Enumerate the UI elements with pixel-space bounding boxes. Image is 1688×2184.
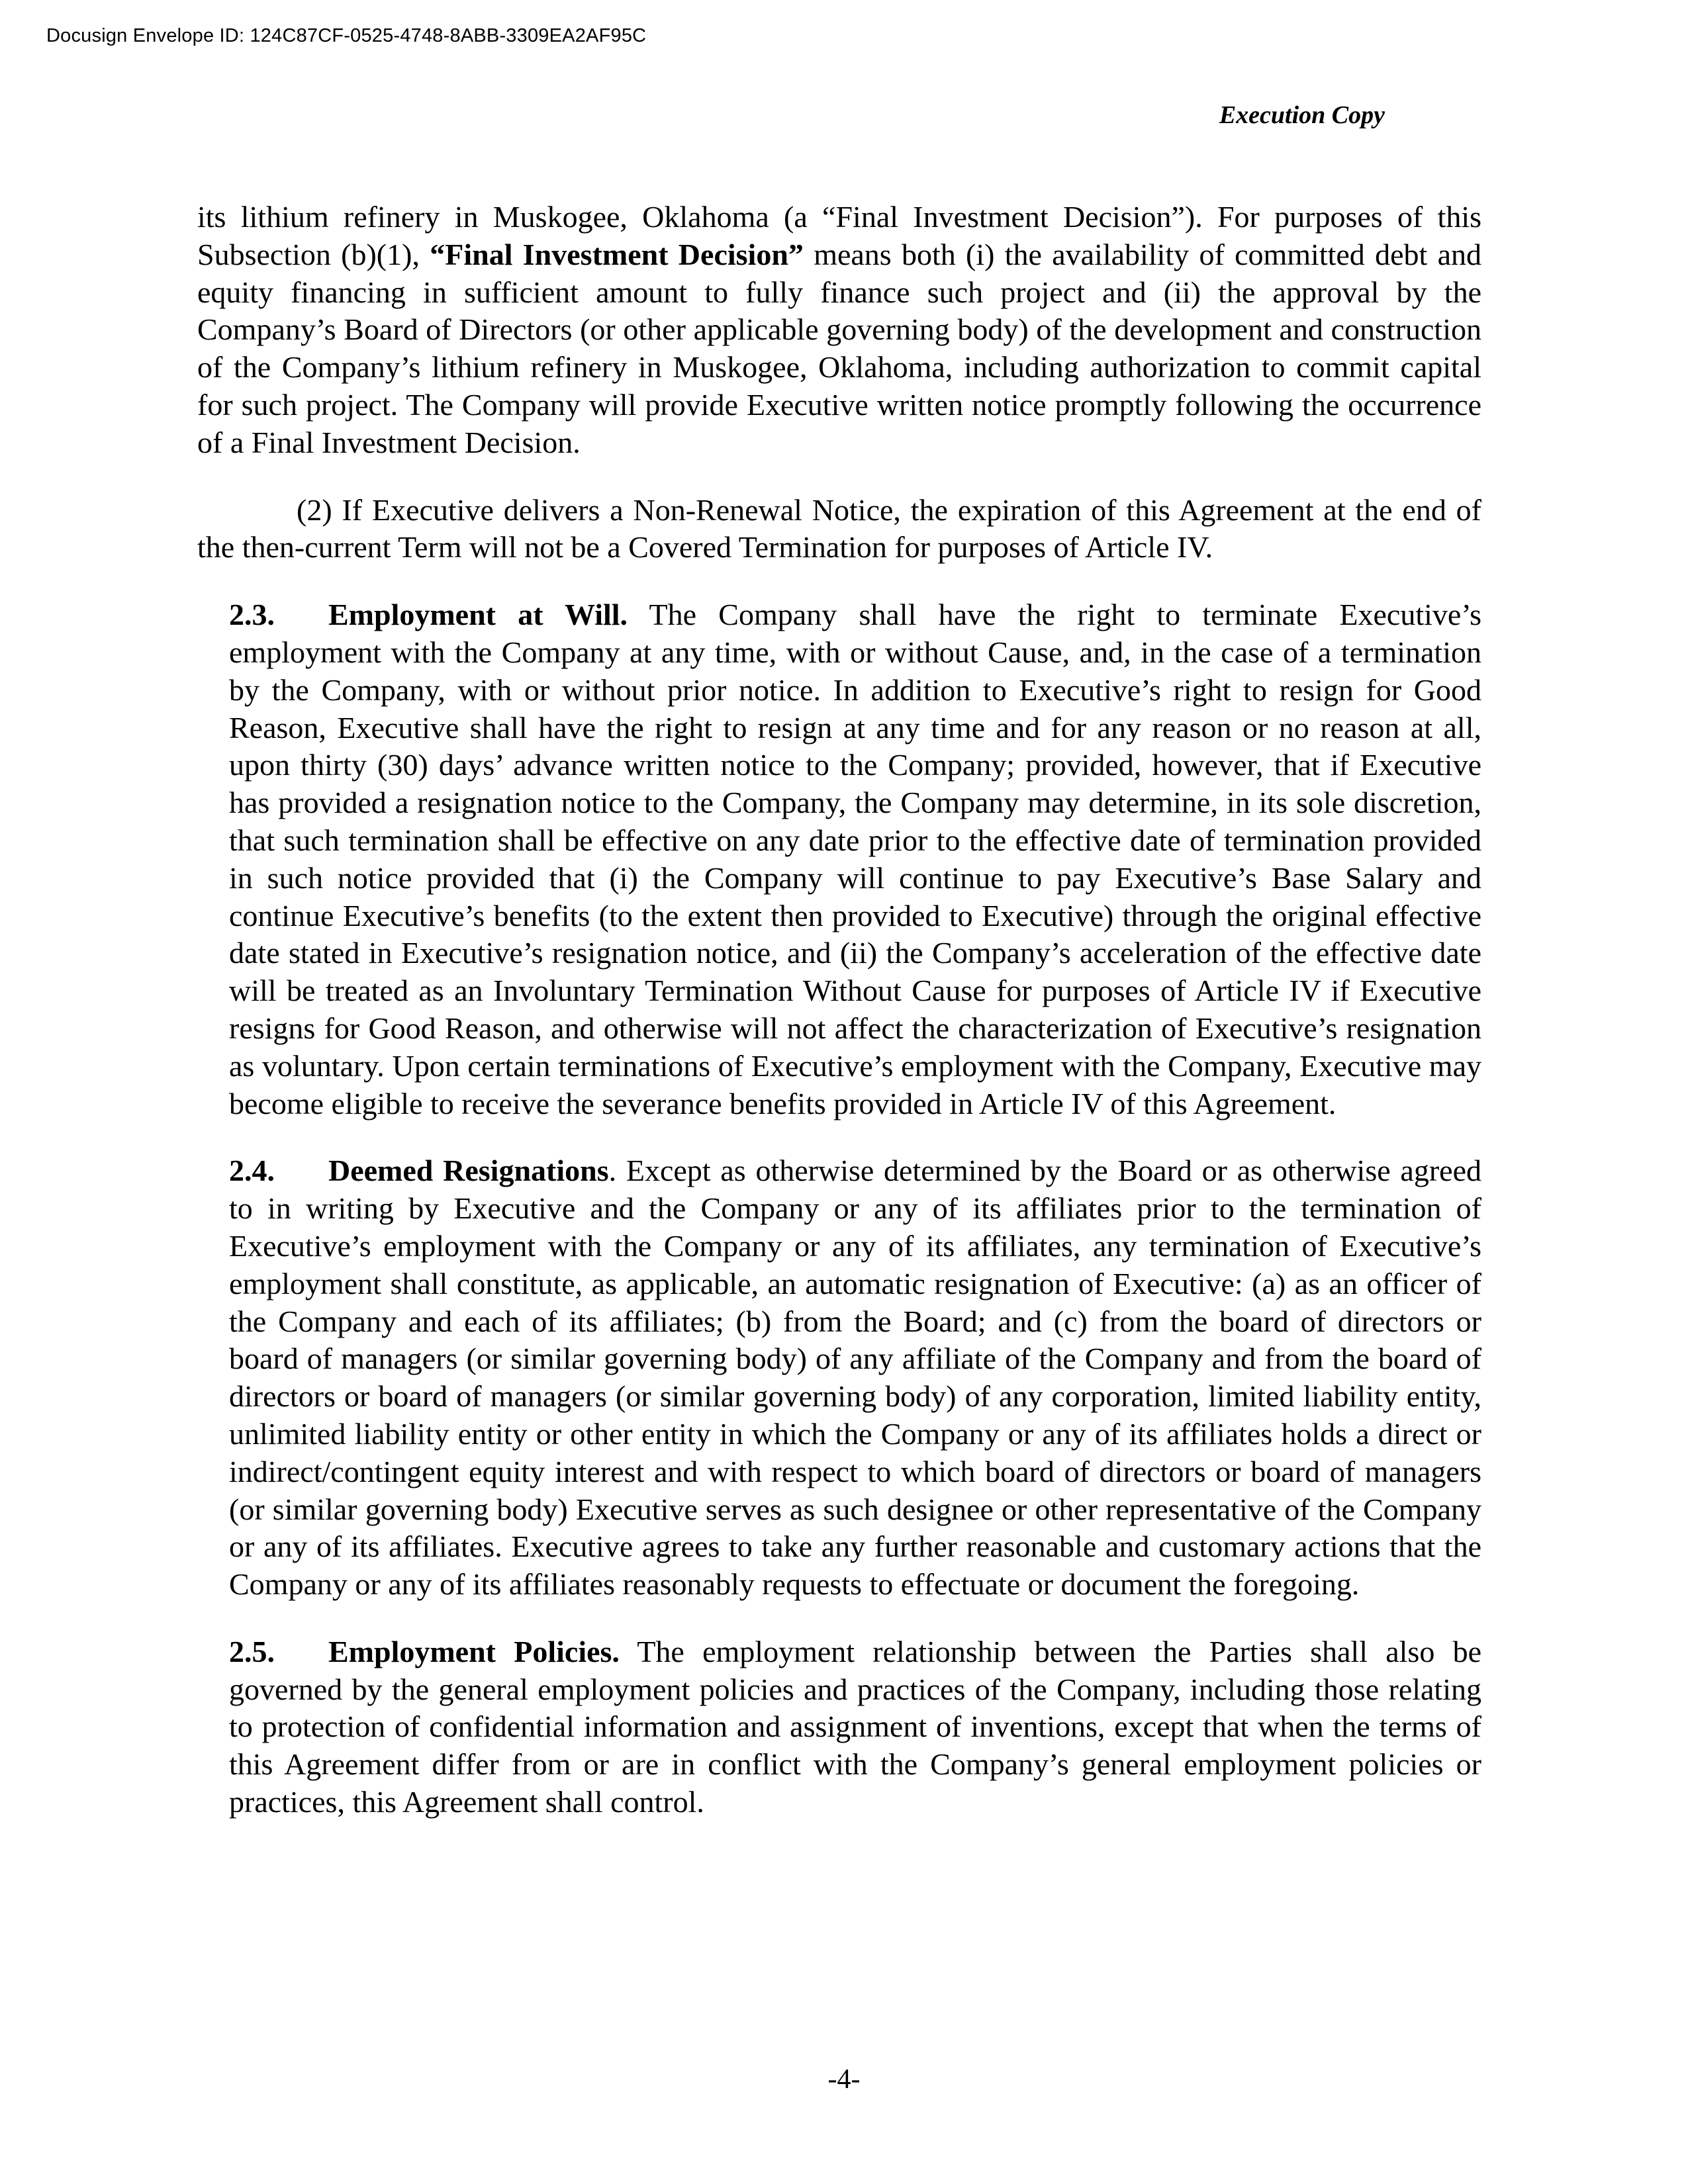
- paragraph-1-text-b: means both (i) the availability of committed debt and equity financing in sufficient amount to fully finance such project and (ii) the approval by the Company’s Board of Directors (or other applicable governing body) of the development and construction of the Company’s lithium refinery in Muskogee, Oklahoma, including authorization to commit capital for such project. The Company will provide Executive written notice promptly following the occurrence of a Final Investment Decision.: [197, 237, 1481, 459]
- section-2-4-deemed-resignations: [197, 1152, 1481, 1604]
- section-text: The Company shall have the right to terminate Executive’s employment with the Company at any time, with or without Cause, and, in the case of a termination by the Company, with or without prior notice. In addition to Executive’s right to resign for Good Reason, Executive shall have the right to resign at any time and for any reason or no reason at all, upon thirty (30) days’ advance written notice to the Company; provided, however, that if Executive has provided a resignation notice to the Company, the Company may determine, in its sole discretion, that such termination shall be effective on any date prior to the effective date of termination provided in such notice provided that (i) the Company will continue to pay Executive’s Base Salary and continue Executive’s benefits (to the extent then provided to Executive) through the original effective date stated in Executive’s resignation notice, and (ii) the Company’s acceleration of the effective date will be treated as an Involuntary Termination Without Cause for purposes of Article IV if Executive resigns for Good Reason, and otherwise will not affect the characterization of Executive’s resignation as voluntary. Upon certain terminations of Executive’s employment with the Company, Executive may become eligible to receive the severance benefits provided in Article IV of this Agreement.: [229, 598, 1481, 1120]
- section-title: Deemed Resignations: [328, 1154, 609, 1188]
- page-number: -4-: [827, 2064, 861, 2095]
- section-title: Employment at Will.: [328, 598, 628, 632]
- section-number: 2.5.: [229, 1634, 275, 1668]
- docusign-envelope-id: Docusign Envelope ID: 124C87CF-0525-4748-8ABB-3309EA2AF95C: [46, 25, 647, 46]
- execution-copy-label: Execution Copy: [1219, 101, 1385, 129]
- section-title: Employment Policies.: [328, 1634, 620, 1668]
- section-2-5-employment-policies: [197, 1633, 1481, 1821]
- defined-term-final-investment-decision: “Final Investment Decision”: [430, 237, 804, 271]
- paragraph-1-text-a: its lithium refinery in Muskogee, Oklahoma (a “Final Investment Decision”). For purposes of this Subsection (b)(1),: [197, 200, 1481, 271]
- section-2-3-employment-at-will: [197, 596, 1481, 1122]
- document-body: [197, 199, 1481, 1851]
- section-text: The employment relationship between the Parties shall also be governed by the general employment policies and practices of the Company, including those relating to protection of confidential information and assignment of inventions, except that when the terms of this Agreement differ from or are in conflict with the Company’s general employment policies or practices, this Agreement shall control.: [229, 1634, 1481, 1819]
- section-number: 2.4.: [229, 1154, 275, 1188]
- section-text: . Except as otherwise determined by the Board or as otherwise agreed to in writing by Executive and the Company or any of its affiliates prior to the termination of Executive’s employment with the Company or any of its affiliates, any termination of Executive’s employment shall constitute, as applicable, an automatic resignation of Executive: (a) as an officer of the Company and each of its affiliates; (b) from the Board; and (c) from the board of directors or board of managers (or similar governing body) of any affiliate of the Company and from the board of directors or board of managers (or similar governing body) of any corporation, limited liability entity, unlimited liability entity or other entity in which the Company or any of its affiliates holds a direct or indirect/contingent equity interest and with respect to which board of directors or board of managers (or similar governing body) Executive serves as such designee or other representative of the Company or any of its affiliates. Executive agrees to take any further reasonable and customary actions that the Company or any of its affiliates reasonably requests to effectuate or document the foregoing.: [229, 1154, 1481, 1602]
- paragraph-final-investment-decision: [197, 199, 1481, 462]
- paragraph-non-renewal-notice: (2) If Executive delivers a Non-Renewal Notice, the expiration of this Agreement at the end of the then-current Term will not be a Covered Termination for purposes of Article IV.: [197, 492, 1481, 565]
- section-number: 2.3.: [229, 598, 275, 632]
